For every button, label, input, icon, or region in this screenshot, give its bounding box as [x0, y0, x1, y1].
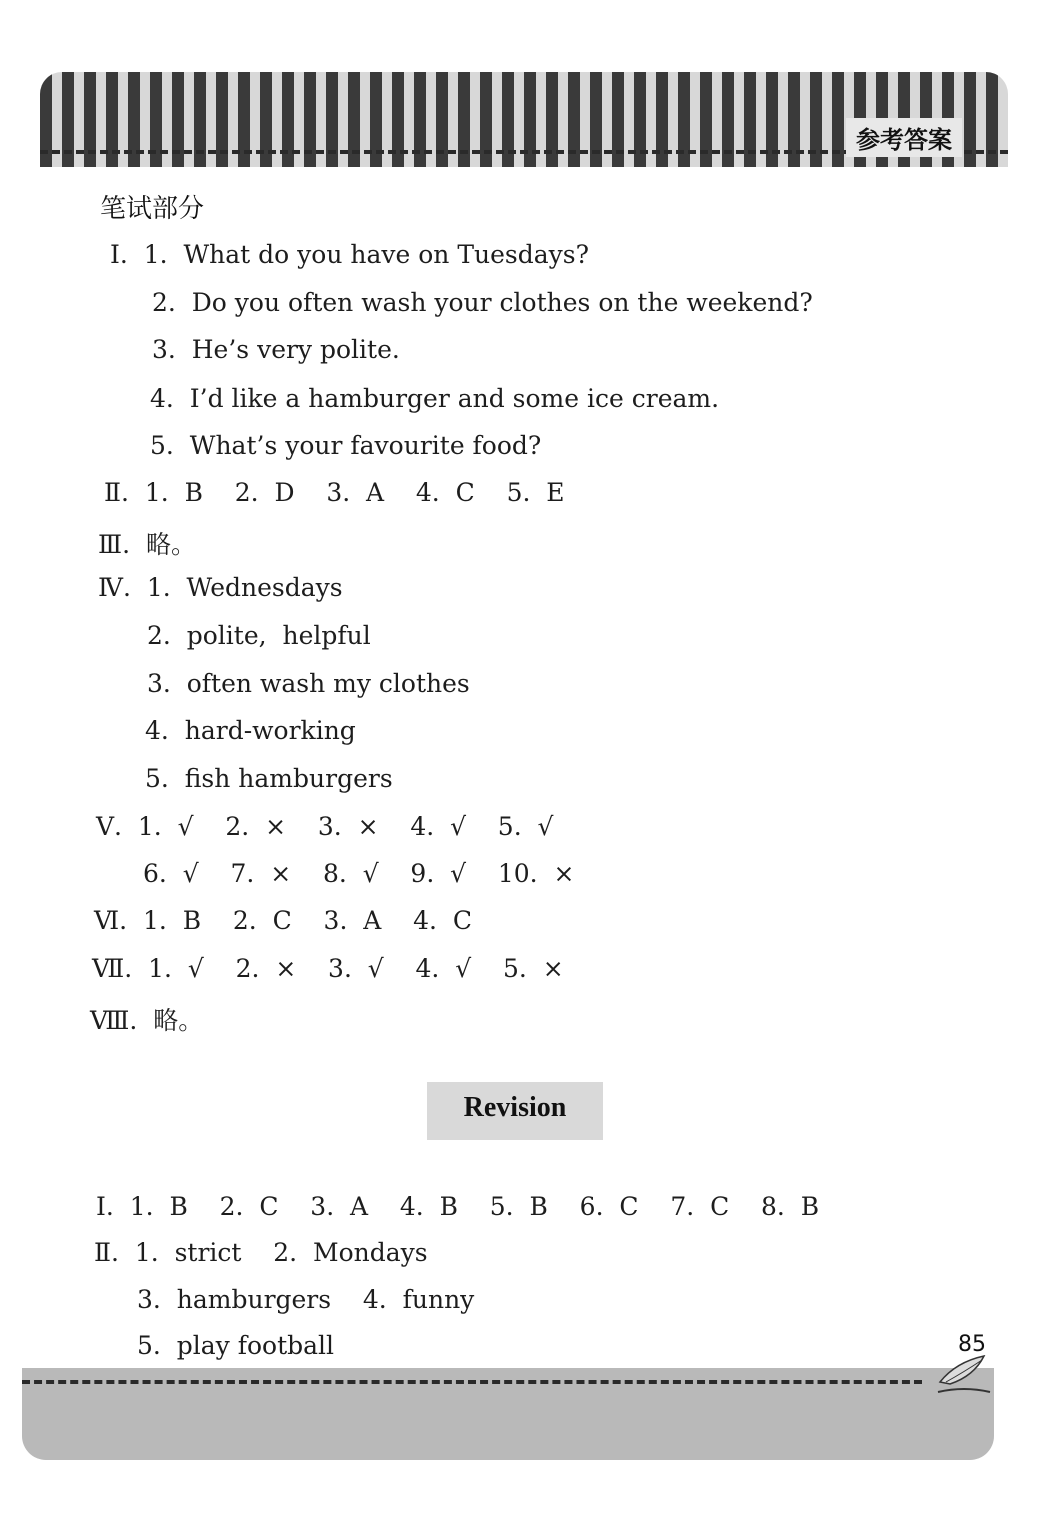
revision-answer-line: Ⅰ. 1. B 2. C 3. A 4. B 5. B 6. C 7. C 8. B: [96, 1192, 820, 1221]
revision-title: Revision: [463, 1092, 567, 1123]
answer-line: 5. What’s your favourite food?: [150, 431, 542, 460]
answer-line: 5. fish hamburgers: [145, 764, 393, 793]
answer-line: Ⅲ. 略。: [98, 530, 196, 559]
answer-line: Ⅵ. 1. B 2. C 3. A 4. C: [94, 906, 473, 935]
answer-line: Ⅶ. 1. √ 2. × 3. √ 4. √ 5. ×: [92, 954, 564, 983]
answer-line: 2. Do you often wash your clothes on the weekend?: [152, 288, 813, 317]
answer-line: 3. He’s very polite.: [152, 335, 400, 364]
answer-line: Ⅱ. 1. B 2. D 3. A 4. C 5. E: [104, 478, 565, 507]
revision-heading-box: [427, 1082, 603, 1140]
revision-answer-line: Ⅱ. 1. strict 2. Mondays: [94, 1238, 428, 1267]
answer-line: Ⅴ. 1. √ 2. × 3. × 4. √ 5. √: [96, 812, 554, 841]
footer-dashed-rule: [22, 1380, 922, 1384]
page-number: 85: [958, 1332, 986, 1357]
answer-line: Ⅳ. 1. Wednesdays: [98, 573, 343, 602]
answer-line: 3. often wash my clothes: [147, 669, 470, 698]
section-title: 笔试部分: [100, 194, 205, 224]
answer-line: 4. I’d like a hamburger and some ice cream.: [150, 384, 720, 413]
answer-line: Ⅷ. 略。: [90, 1006, 204, 1035]
answer-line: 6. √ 7. × 8. √ 9. √ 10. ×: [143, 859, 575, 888]
answer-line: Ⅰ. 1. What do you have on Tuesdays?: [110, 240, 590, 269]
header-label: 参考答案: [846, 118, 962, 157]
answer-line: 4. hard-working: [145, 716, 356, 745]
revision-answer-line: 3. hamburgers 4. funny: [137, 1285, 475, 1314]
leaf-icon: [936, 1352, 992, 1396]
revision-answer-line: 5. play football: [137, 1331, 335, 1360]
answer-line: 2. polite, helpful: [147, 621, 371, 650]
